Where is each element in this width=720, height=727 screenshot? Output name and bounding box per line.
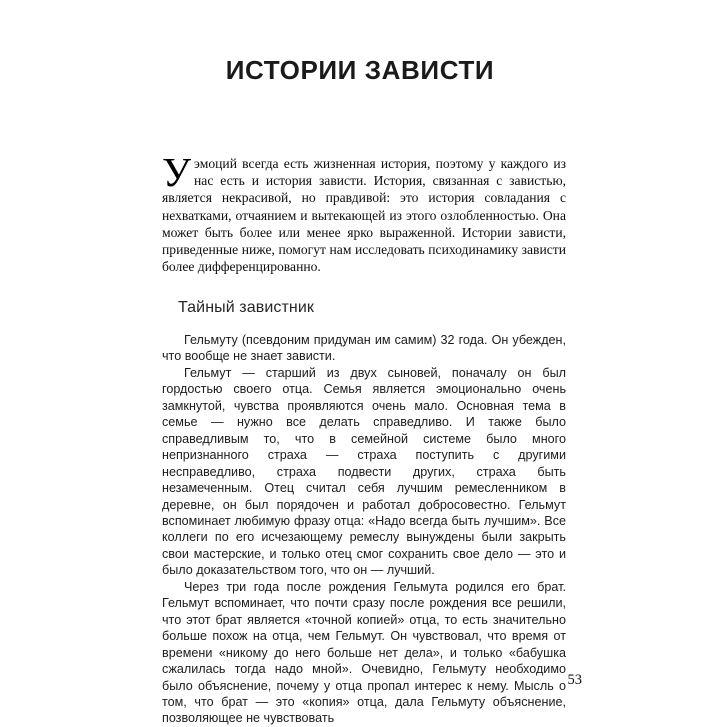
page-number: 53 <box>567 672 582 688</box>
body-paragraph: Гельмуту (псевдоним придуман им самим) 32 года. Он убежден, что вообще не знает зависти. <box>162 333 566 364</box>
lead-paragraph-text: эмоций всегда есть жизненная история, поэтому у каждого из нас есть и история зависти. История, связанная с завистью, является некрасивой, но правдивой: это история совладания с нехватками, отчаянием и вытекающей из этого озлобленностью. Она может быть более или менее ярко выраженной. Истории зависти, приведенные ниже, помогут нам исследовать психодинамику зависти более дифференцированно. <box>162 156 566 275</box>
body-paragraph: Через три года после рождения Гельмута родился его брат. Гельмут вспоминает, что почти сразу после рождения все решили, что этот брат является «точной копией» отца, то есть значительно больше похож на отца, чем Гельмут. Он чувствовал, что время от времени «никому до него больше нет дела», и только «бабушка сжалилась тогда надо мной». Очевидно, Гельмуту необходимо было объяснение, почему у отца пропал интерес к нему. Мысль о том, что брат — это «копия» отца, дала Гельмуту объяснение, позволяющее не чувствовать <box>162 579 566 726</box>
lead-paragraph <box>162 149 566 275</box>
section-body <box>162 332 566 727</box>
drop-cap: У <box>162 149 192 195</box>
section-heading: Тайный завистник <box>178 299 314 316</box>
body-paragraph: Гельмут — старший из двух сыновей, поначалу он был гордостью своего отца. Семья является эмоционально очень замкнутой, чувства проявляются очень мало. Основная тема в семье — нужно все делать справедливо. И также было справедливым то, что в семейной системе было много непризнанного страха — страха поступить с другими несправедливо, страха подвести других, страха быть незамеченным. Отец считал себя лучшим ремесленником в деревне, он был порядочен и работал добросовестно. Гельмут вспоминает любимую фразу отца: «Надо всегда быть лучшим». Все коллеги по его исчезающему ремеслу вынуждены были закрыть свои мастерские, и только отец смог сохранить свое дело — это и было доказательством того, что он — лучший. <box>162 365 566 578</box>
chapter-title: ИСТОРИИ ЗАВИСТИ <box>225 55 495 86</box>
lead-text-column <box>162 149 566 275</box>
